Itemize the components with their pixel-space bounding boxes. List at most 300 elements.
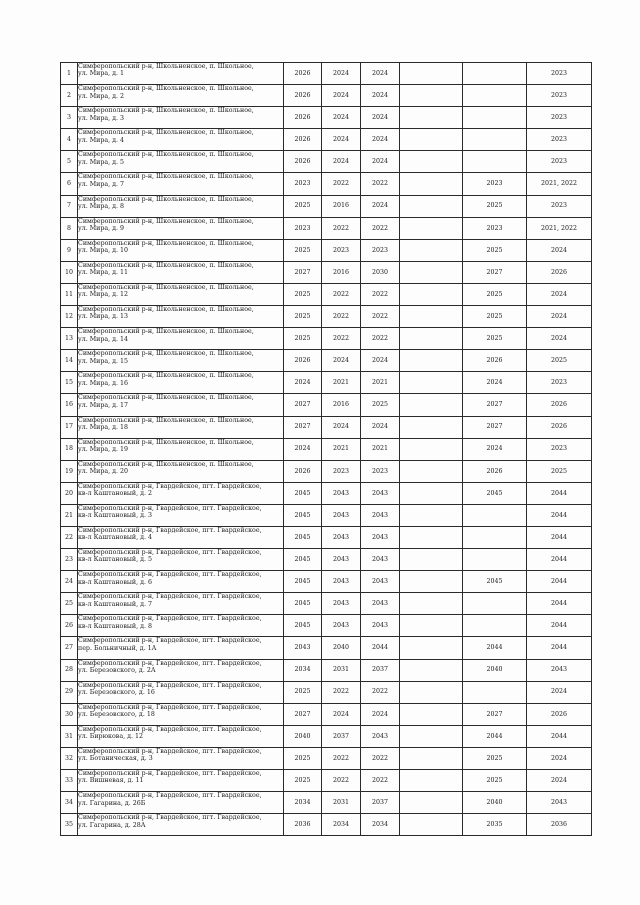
year-cell-2: 2031	[322, 792, 361, 814]
year-cell-4	[400, 151, 463, 173]
year-cell-3: 2030	[361, 261, 400, 283]
year-cell-1: 2026	[284, 129, 322, 151]
address-cell	[78, 217, 284, 239]
address-line-1: Симферопольский р-н, Гвардейское, пгт. Гвардейское,	[78, 747, 262, 755]
year-cell-6: 2021, 2022	[527, 217, 592, 239]
year-cell-1: 2025	[284, 306, 322, 328]
year-cell-3: 2043	[361, 571, 400, 593]
year-cell-3: 2024	[361, 703, 400, 725]
row-number: 20	[61, 482, 78, 504]
year-cell-3: 2043	[361, 549, 400, 571]
row-number: 15	[61, 372, 78, 394]
year-cell-1: 2025	[284, 239, 322, 261]
year-cell-6: 2044	[527, 571, 592, 593]
row-number: 35	[61, 814, 78, 836]
year-cell-1: 2036	[284, 814, 322, 836]
year-cell-5: 2026	[463, 460, 527, 482]
address-cell	[78, 416, 284, 438]
address-cell	[78, 571, 284, 593]
row-number: 32	[61, 747, 78, 769]
year-cell-4	[400, 217, 463, 239]
table-row	[61, 306, 592, 328]
year-cell-5	[463, 85, 527, 107]
address-cell	[78, 283, 284, 305]
address-cell	[78, 350, 284, 372]
year-cell-4	[400, 261, 463, 283]
year-cell-5: 2023	[463, 217, 527, 239]
year-cell-5: 2040	[463, 659, 527, 681]
table-row	[61, 549, 592, 571]
table-row	[61, 195, 592, 217]
table-row	[61, 438, 592, 460]
table-row	[61, 504, 592, 526]
year-cell-1: 2023	[284, 217, 322, 239]
row-number: 1	[61, 63, 78, 85]
year-cell-5: 2045	[463, 482, 527, 504]
address-line-2: ул. Мира, д. 18	[78, 423, 129, 431]
year-cell-5: 2027	[463, 703, 527, 725]
year-cell-3: 2044	[361, 637, 400, 659]
table-row	[61, 63, 592, 85]
address-line-2: ул. Мира, д. 7	[78, 180, 125, 188]
address-line-2: ул. Мира, д. 20	[78, 468, 129, 476]
year-cell-1: 2034	[284, 659, 322, 681]
row-number: 4	[61, 129, 78, 151]
row-number: 12	[61, 306, 78, 328]
year-cell-5: 2026	[463, 350, 527, 372]
row-number: 30	[61, 703, 78, 725]
address-cell	[78, 593, 284, 615]
year-cell-1: 2025	[284, 770, 322, 792]
year-cell-4	[400, 549, 463, 571]
address-line-1: Симферопольский р-н, Гвардейское, пгт. Гвардейское,	[78, 659, 262, 667]
address-line-1: Симферопольский р-н, Гвардейское, пгт. Гвардейское,	[78, 571, 262, 579]
year-cell-4	[400, 703, 463, 725]
address-line-2: кв-л Каштановый, д. 7	[78, 600, 152, 608]
address-line-2: ул. Гагарина, д. 26Б	[78, 799, 146, 807]
year-cell-5: 2044	[463, 637, 527, 659]
year-cell-2: 2024	[322, 129, 361, 151]
address-line-2: ул. Мира, д. 3	[78, 114, 125, 122]
address-line-1: Симферопольский р-н, Гвардейское, пгт. Гвардейское,	[78, 770, 262, 777]
year-cell-2: 2022	[322, 770, 361, 792]
address-cell	[78, 328, 284, 350]
year-cell-1: 2025	[284, 747, 322, 769]
year-cell-6: 2024	[527, 283, 592, 305]
year-cell-4	[400, 615, 463, 637]
year-cell-1: 2045	[284, 526, 322, 548]
row-number: 18	[61, 438, 78, 460]
year-cell-2: 2016	[322, 195, 361, 217]
year-cell-4	[400, 306, 463, 328]
table-row	[61, 328, 592, 350]
year-cell-4	[400, 416, 463, 438]
address-cell	[78, 261, 284, 283]
year-cell-2: 2040	[322, 637, 361, 659]
address-line-2: ул. Мира, д. 17	[78, 401, 129, 409]
address-line-1: Симферопольский р-н, Гвардейское, пгт. Гвардейское,	[78, 482, 262, 490]
address-line-1: Симферопольский р-н, Школьненское, п. Школьное,	[78, 372, 254, 380]
year-cell-5: 2025	[463, 306, 527, 328]
year-cell-2: 2021	[322, 438, 361, 460]
year-cell-6: 2026	[527, 416, 592, 438]
year-cell-5: 2025	[463, 195, 527, 217]
year-cell-3: 2022	[361, 173, 400, 195]
year-cell-4	[400, 482, 463, 504]
year-cell-5: 2027	[463, 261, 527, 283]
year-cell-1: 2024	[284, 438, 322, 460]
table-row	[61, 681, 592, 703]
row-number: 23	[61, 549, 78, 571]
row-number: 2	[61, 85, 78, 107]
year-cell-6: 2024	[527, 328, 592, 350]
year-cell-5: 2035	[463, 814, 527, 836]
year-cell-5: 2025	[463, 283, 527, 305]
address-cell	[78, 63, 284, 85]
year-cell-3: 2021	[361, 372, 400, 394]
year-cell-3: 2022	[361, 306, 400, 328]
year-cell-6: 2025	[527, 350, 592, 372]
address-line-2: ул. Мира, д. 16	[78, 379, 129, 387]
address-line-2: ул. Мира, д. 5	[78, 158, 125, 166]
year-cell-1: 2027	[284, 703, 322, 725]
year-cell-6: 2023	[527, 195, 592, 217]
year-cell-3: 2022	[361, 770, 400, 792]
row-number: 26	[61, 615, 78, 637]
address-line-2: ул. Мира, д. 12	[78, 291, 129, 299]
year-cell-2: 2022	[322, 306, 361, 328]
year-cell-5: 2024	[463, 438, 527, 460]
year-cell-4	[400, 195, 463, 217]
year-cell-3: 2024	[361, 195, 400, 217]
address-line-2: ул. Ботаническая, д. 3	[78, 755, 153, 763]
address-line-2: ул. Березовского, д. 2А	[78, 666, 156, 674]
year-cell-1: 2045	[284, 482, 322, 504]
address-line-1: Симферопольский р-н, Школьненское, п. Школьное,	[78, 328, 254, 336]
year-cell-6: 2044	[527, 504, 592, 526]
year-cell-3: 2024	[361, 350, 400, 372]
address-line-2: ул. Мира, д. 19	[78, 446, 129, 453]
address-line-2: кв-л Каштановый, д. 3	[78, 512, 152, 520]
address-line-1: Симферопольский р-н, Школьненское, п. Школьное,	[78, 195, 254, 203]
year-cell-6: 2023	[527, 107, 592, 129]
year-cell-5: 2044	[463, 725, 527, 747]
year-cell-5	[463, 593, 527, 615]
year-cell-4	[400, 350, 463, 372]
year-cell-3: 2043	[361, 482, 400, 504]
year-cell-2: 2016	[322, 394, 361, 416]
address-line-2: ул. Березовского, д. 18	[78, 711, 155, 719]
address-line-1: Симферопольский р-н, Школьненское, п. Школьное,	[78, 394, 254, 402]
year-cell-1: 2023	[284, 173, 322, 195]
address-cell	[78, 725, 284, 747]
year-cell-2: 2022	[322, 681, 361, 703]
year-cell-3: 2043	[361, 504, 400, 526]
address-line-2: ул. Бирюкова, д. 12	[78, 733, 143, 741]
row-number: 28	[61, 659, 78, 681]
address-line-2: кв-л Каштановый, д. 8	[78, 622, 152, 630]
address-cell	[78, 151, 284, 173]
row-number: 29	[61, 681, 78, 703]
address-line-2: ул. Мира, д. 10	[78, 247, 129, 255]
year-cell-4	[400, 814, 463, 836]
year-cell-3: 2022	[361, 681, 400, 703]
row-number: 31	[61, 725, 78, 747]
table-row	[61, 770, 592, 792]
year-cell-3: 2043	[361, 615, 400, 637]
year-cell-5: 2027	[463, 416, 527, 438]
year-cell-4	[400, 129, 463, 151]
row-number: 16	[61, 394, 78, 416]
year-cell-4	[400, 792, 463, 814]
year-cell-6: 2043	[527, 792, 592, 814]
address-line-1: Симферопольский р-н, Школьненское, п. Школьное,	[78, 239, 254, 247]
year-cell-3: 2022	[361, 747, 400, 769]
address-line-1: Симферопольский р-н, Гвардейское, пгт. Гвардейское,	[78, 681, 262, 689]
address-cell	[78, 504, 284, 526]
address-line-1: Симферопольский р-н, Школьненское, п. Школьное,	[78, 129, 254, 137]
year-cell-2: 2022	[322, 747, 361, 769]
year-cell-2: 2022	[322, 283, 361, 305]
year-cell-5: 2027	[463, 394, 527, 416]
row-number: 3	[61, 107, 78, 129]
year-cell-4	[400, 460, 463, 482]
year-cell-1: 2040	[284, 725, 322, 747]
year-cell-4	[400, 372, 463, 394]
year-cell-6: 2023	[527, 85, 592, 107]
address-line-2: пер. Больничный, д. 1А	[78, 644, 157, 652]
address-cell	[78, 173, 284, 195]
year-cell-3: 2024	[361, 85, 400, 107]
table-row	[61, 372, 592, 394]
year-cell-1: 2026	[284, 85, 322, 107]
year-cell-6: 2021, 2022	[527, 173, 592, 195]
table-row	[61, 571, 592, 593]
year-cell-2: 2024	[322, 151, 361, 173]
year-cell-3: 2034	[361, 814, 400, 836]
address-line-2: кв-л Каштановый, д. 2	[78, 490, 152, 498]
year-cell-2: 2022	[322, 217, 361, 239]
year-cell-1: 2026	[284, 151, 322, 173]
year-cell-2: 2016	[322, 261, 361, 283]
year-cell-2: 2043	[322, 549, 361, 571]
address-line-2: ул. Мира, д. 14	[78, 335, 129, 343]
year-cell-6: 2026	[527, 703, 592, 725]
year-cell-1: 2027	[284, 261, 322, 283]
year-cell-1: 2045	[284, 615, 322, 637]
year-cell-1: 2026	[284, 460, 322, 482]
row-number: 24	[61, 571, 78, 593]
row-number: 33	[61, 770, 78, 792]
year-cell-6: 2044	[527, 526, 592, 548]
year-cell-2: 2022	[322, 328, 361, 350]
year-cell-4	[400, 438, 463, 460]
row-number: 34	[61, 792, 78, 814]
table-row	[61, 792, 592, 814]
year-cell-6: 2044	[527, 593, 592, 615]
address-line-1: Симферопольский р-н, Школьненское, п. Школьное,	[78, 85, 254, 93]
year-cell-5: 2023	[463, 173, 527, 195]
address-line-1: Симферопольский р-н, Гвардейское, пгт. Гвардейское,	[78, 504, 262, 512]
year-cell-3: 2022	[361, 283, 400, 305]
address-line-1: Симферопольский р-н, Школьненское, п. Школьное,	[78, 217, 254, 225]
table-row	[61, 416, 592, 438]
year-cell-1: 2026	[284, 107, 322, 129]
address-line-1: Симферопольский р-н, Школьненское, п. Школьное,	[78, 416, 254, 424]
address-line-2: ул. Березовского, д. 16	[78, 689, 155, 697]
table-row	[61, 460, 592, 482]
year-cell-4	[400, 637, 463, 659]
year-cell-1: 2045	[284, 504, 322, 526]
year-cell-1: 2045	[284, 571, 322, 593]
table-row	[61, 703, 592, 725]
year-cell-4	[400, 328, 463, 350]
row-number: 17	[61, 416, 78, 438]
year-cell-1: 2026	[284, 350, 322, 372]
year-cell-4	[400, 63, 463, 85]
address-line-2: кв-л Каштановый, д. 6	[78, 578, 152, 586]
year-cell-2: 2034	[322, 814, 361, 836]
address-cell	[78, 239, 284, 261]
year-cell-2: 2043	[322, 571, 361, 593]
year-cell-3: 2037	[361, 659, 400, 681]
year-cell-3: 2025	[361, 394, 400, 416]
year-cell-4	[400, 283, 463, 305]
address-line-1: Симферопольский р-н, Школьненское, п. Школьное,	[78, 63, 254, 70]
address-cell	[78, 814, 284, 836]
row-number: 27	[61, 637, 78, 659]
address-cell	[78, 306, 284, 328]
year-cell-6: 2026	[527, 261, 592, 283]
address-cell	[78, 482, 284, 504]
table-row	[61, 615, 592, 637]
address-cell	[78, 85, 284, 107]
address-cell	[78, 703, 284, 725]
year-cell-6: 2026	[527, 394, 592, 416]
year-cell-4	[400, 526, 463, 548]
address-cell	[78, 792, 284, 814]
year-cell-6: 2044	[527, 725, 592, 747]
address-cell	[78, 460, 284, 482]
year-cell-4	[400, 593, 463, 615]
table-row	[61, 85, 592, 107]
year-cell-5: 2025	[463, 239, 527, 261]
year-cell-3: 2023	[361, 239, 400, 261]
year-cell-6: 2044	[527, 637, 592, 659]
year-cell-2: 2022	[322, 173, 361, 195]
year-cell-2: 2024	[322, 63, 361, 85]
year-cell-2: 2024	[322, 703, 361, 725]
address-line-2: ул. Мира, д. 1	[78, 70, 125, 78]
address-line-2: кв-л Каштановый, д. 4	[78, 534, 152, 542]
year-cell-6: 2044	[527, 482, 592, 504]
address-line-1: Симферопольский р-н, Гвардейское, пгт. Гвардейское,	[78, 725, 262, 733]
year-cell-5	[463, 681, 527, 703]
year-cell-1: 2024	[284, 372, 322, 394]
year-cell-2: 2024	[322, 107, 361, 129]
year-cell-4	[400, 107, 463, 129]
address-line-1: Симферопольский р-н, Гвардейское, пгт. Гвардейское,	[78, 549, 262, 557]
year-cell-5	[463, 63, 527, 85]
year-cell-3: 2043	[361, 725, 400, 747]
address-line-1: Симферопольский р-н, Гвардейское, пгт. Гвардейское,	[78, 593, 262, 601]
year-cell-4	[400, 173, 463, 195]
address-line-2: ул. Мира, д. 11	[78, 269, 129, 277]
row-number: 5	[61, 151, 78, 173]
address-cell	[78, 659, 284, 681]
address-line-2: кв-л Каштановый, д. 5	[78, 556, 152, 564]
row-number: 10	[61, 261, 78, 283]
year-cell-4	[400, 239, 463, 261]
year-cell-3: 2024	[361, 63, 400, 85]
year-cell-2: 2021	[322, 372, 361, 394]
year-cell-5: 2045	[463, 571, 527, 593]
address-cell	[78, 770, 284, 792]
address-cell	[78, 195, 284, 217]
year-cell-6: 2023	[527, 63, 592, 85]
year-cell-5	[463, 129, 527, 151]
year-cell-4	[400, 770, 463, 792]
schedule-table	[60, 62, 592, 836]
table-row	[61, 482, 592, 504]
address-cell	[78, 394, 284, 416]
row-number: 14	[61, 350, 78, 372]
table-row	[61, 350, 592, 372]
year-cell-3: 2024	[361, 129, 400, 151]
schedule-table-body	[61, 63, 592, 836]
year-cell-5	[463, 107, 527, 129]
table-row	[61, 637, 592, 659]
year-cell-4	[400, 85, 463, 107]
address-line-2: ул. Гагарина, д. 28А	[78, 821, 146, 829]
year-cell-6: 2023	[527, 372, 592, 394]
address-line-2: ул. Мира, д. 4	[78, 136, 125, 144]
address-line-1: Симферопольский р-н, Гвардейское, пгт. Гвардейское,	[78, 792, 262, 800]
address-line-2: ул. Мира, д. 2	[78, 92, 125, 100]
year-cell-5: 2040	[463, 792, 527, 814]
address-cell	[78, 549, 284, 571]
row-number: 25	[61, 593, 78, 615]
row-number: 7	[61, 195, 78, 217]
address-cell	[78, 129, 284, 151]
address-cell	[78, 107, 284, 129]
row-number: 11	[61, 283, 78, 305]
address-line-2: ул. Мира, д. 9	[78, 225, 125, 233]
year-cell-1: 2025	[284, 328, 322, 350]
year-cell-1: 2045	[284, 593, 322, 615]
year-cell-6: 2023	[527, 438, 592, 460]
address-line-1: Симферопольский р-н, Школьненское, п. Школьное,	[78, 107, 254, 115]
table-row	[61, 261, 592, 283]
year-cell-3: 2024	[361, 416, 400, 438]
year-cell-6: 2024	[527, 747, 592, 769]
address-cell	[78, 681, 284, 703]
year-cell-2: 2037	[322, 725, 361, 747]
year-cell-2: 2023	[322, 460, 361, 482]
year-cell-4	[400, 571, 463, 593]
address-line-2: ул. Мира, д. 13	[78, 313, 129, 321]
year-cell-2: 2031	[322, 659, 361, 681]
year-cell-1: 2034	[284, 792, 322, 814]
year-cell-5: 2025	[463, 747, 527, 769]
year-cell-2: 2043	[322, 593, 361, 615]
year-cell-2: 2043	[322, 482, 361, 504]
year-cell-4	[400, 681, 463, 703]
year-cell-4	[400, 504, 463, 526]
year-cell-5	[463, 151, 527, 173]
row-number: 9	[61, 239, 78, 261]
year-cell-1: 2027	[284, 394, 322, 416]
